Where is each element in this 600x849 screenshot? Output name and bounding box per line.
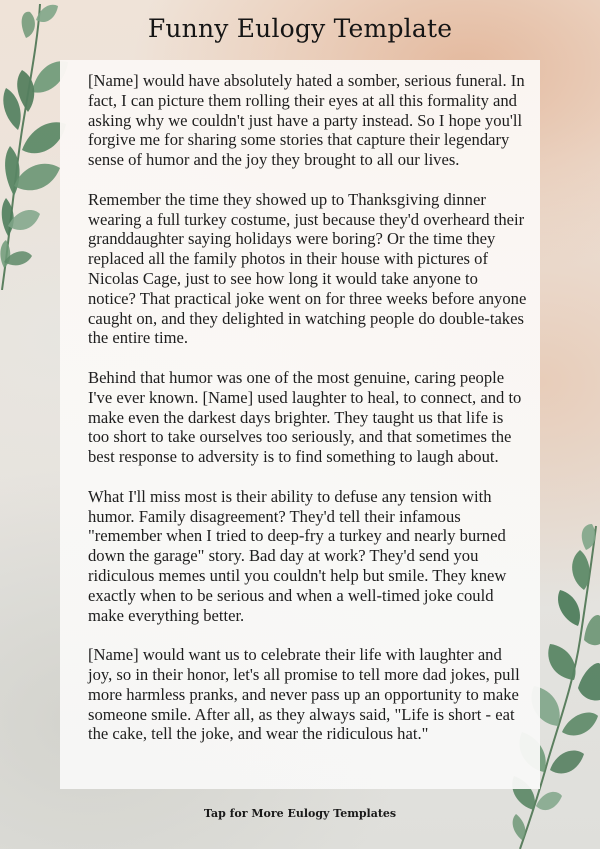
paragraph-character: Behind that humor was one of the most genuine, caring people I've ever known. [Name] used laughter to heal, to connect, and to make even the darkest days brighter. They taught us that life is too short to take ourselves too seriously, and that sometimes the best response to adversity is to find something to laugh about. [88, 367, 522, 467]
paragraph-memories: What I'll miss most is their ability to defuse any tension with humor. Family disagreement? They'd tell their infamous "remember when I tried to deep-fry a turkey and nearly burned down the garage" story. Bad day at work? They'd send you ridiculous memes until you couldn't help but smile. They knew exactly when to be serious and when a well-timed joke could make everything better. [88, 486, 507, 625]
more-templates-link[interactable]: Tap for More Eulogy Templates [203, 807, 397, 820]
page-title: Funny Eulogy Template [147, 14, 453, 43]
eulogy-body [88, 71, 528, 764]
paragraph-intro: [Name] would have absolutely hated a somber, serious funeral. In fact, I can picture them rolling their eyes at all this formality and asking why we couldn't just have a party instead. So I hope you'll forgive me for sharing some stories that capture their legendary sense of humor and the joy they brought to all our lives. [88, 71, 525, 170]
paragraph-stories: Remember the time they showed up to Thanksgiving dinner wearing a full turkey costume, just because they'd overheard their granddaughter saying holidays were boring? Or the time they replaced all the family photos in their house with pictures of Nicolas Cage, just to see how long it would take anyone to notice? That practical joke went on for three weeks before anyone caught on, and they delighted in watching people do double-takes the entire time. [88, 189, 527, 348]
paragraph-closing: [Name] would want us to celebrate their life with laughter and joy, so in their honor, let's all promise to tell more dad jokes, pull more harmless pranks, and never pass up an opportunity to make someone smile. After all, as they always said, "Life is short - eat the cake, tell the joke, and wear the ridiculous hat." [88, 645, 520, 744]
